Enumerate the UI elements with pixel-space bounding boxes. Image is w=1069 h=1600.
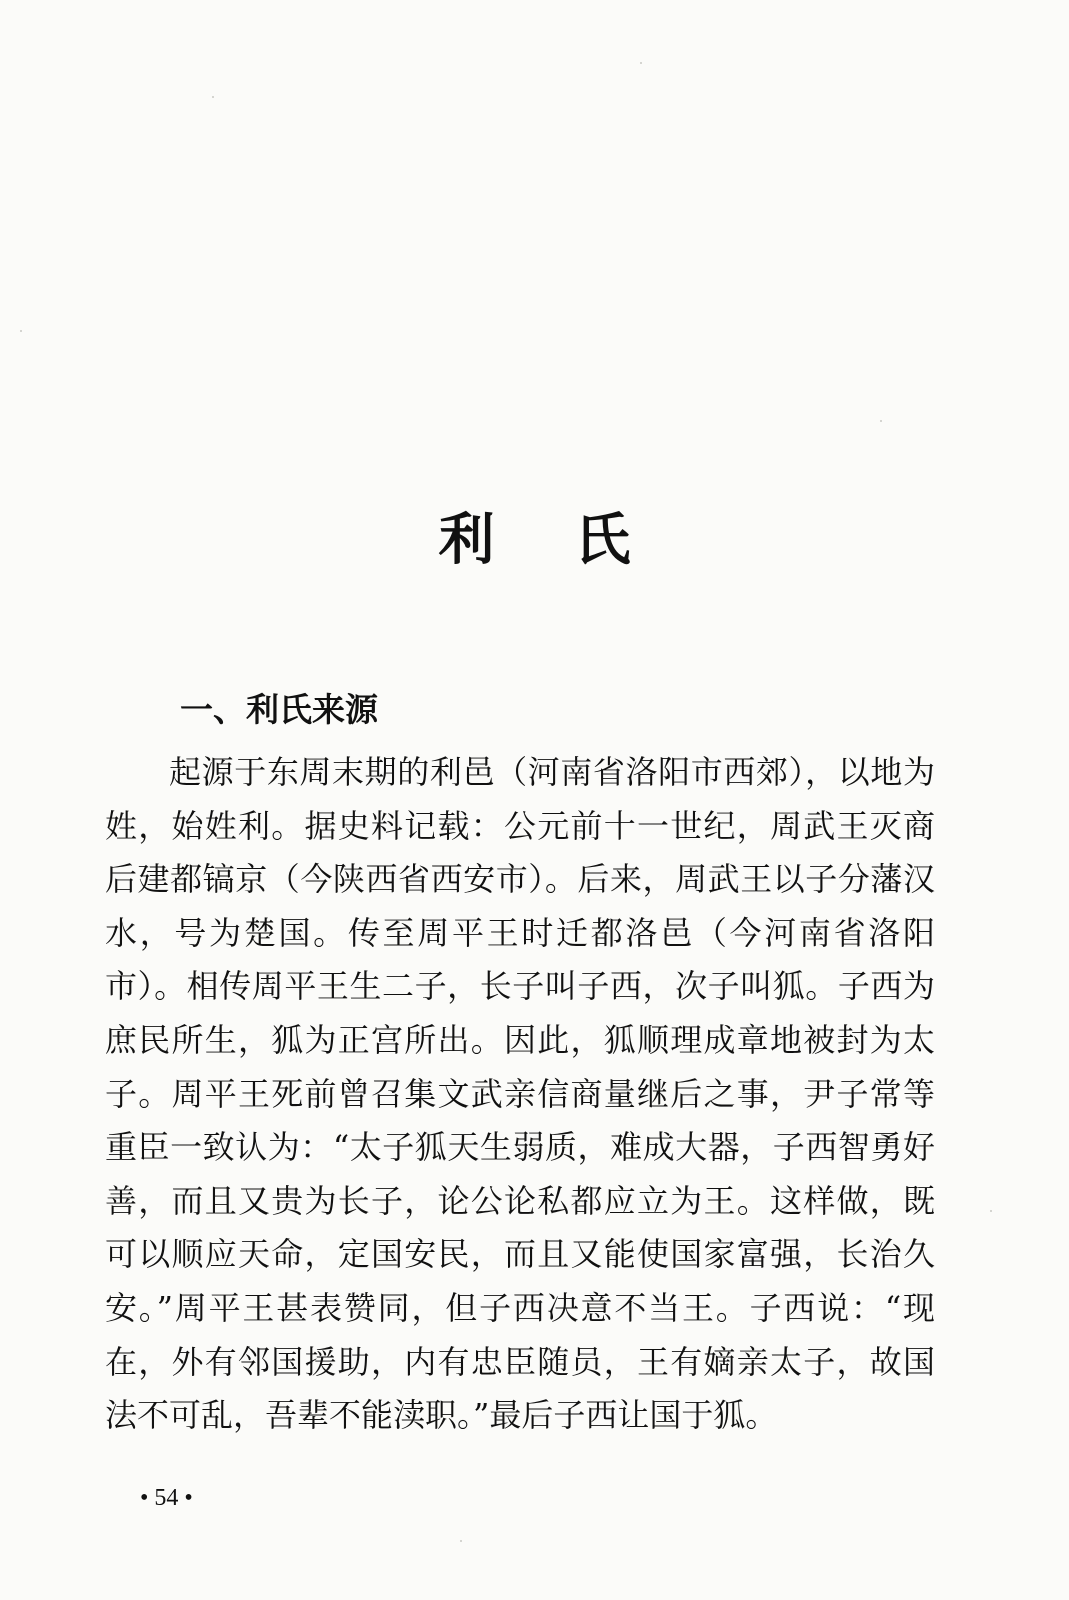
section-heading: 一、利氏来源 — [180, 690, 378, 729]
title-char-1: 利 — [438, 507, 495, 573]
page-title — [0, 505, 1069, 575]
title-char-2: 氏 — [574, 507, 631, 573]
scan-speck — [212, 96, 214, 98]
scan-speck — [880, 420, 882, 422]
body-paragraph: 起源于东周末期的利邑（河南省洛阳市西郊），以地为姓，始姓利。据史料记载：公元前十一世纪，周武王灭商后建都镐京（今陕西省西安市）。后来，周武王以子分藩汉水，号为楚国。传至周平王时迁都洛邑（今河南省洛阳市）。相传周平王生二子，长子叫子西，次子叫狐。子西为庶民所生，狐为正宫所出。因此，狐顺理成章地被封为太子。周平王死前曾召集文武亲信商量继后之事，尹子常等重臣一致认为：“太子狐天生弱质，难成大器，子西智勇好善，而且又贵为长子，论公论私都应立为王。这样做，既可以顺应天命，定国安民，而且又能使国家富强，长治久安。”周平王甚表赞同，但子西决意不当王。子西说：“现在，外有邻国援助，内有忠臣随员，王有嫡亲太子，故国法不可乱，吾辈不能渎职。”最后子西让国于狐。 — [105, 753, 935, 1435]
scan-speck — [990, 1210, 992, 1212]
page-number: • 54 • — [140, 1485, 193, 1511]
scan-speck — [640, 62, 642, 64]
scan-speck — [20, 330, 22, 332]
scan-speck — [460, 1540, 462, 1542]
